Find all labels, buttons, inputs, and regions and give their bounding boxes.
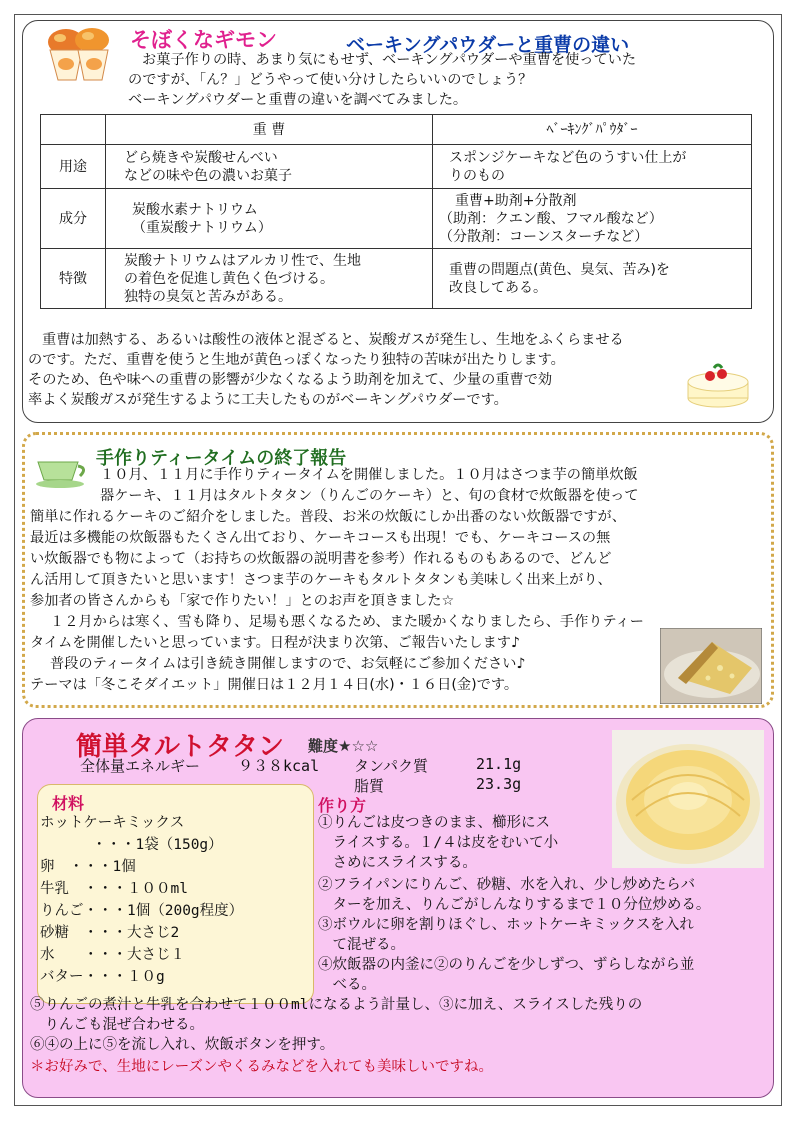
row-label: 成分	[41, 189, 106, 249]
protein-label: タンパク質	[354, 757, 428, 775]
section1-title: そぼくなギモン	[130, 28, 277, 52]
sweet-potato-cake-photo	[660, 628, 762, 704]
intro-line-3: ベーキングパウダーと重曹の違いを調べてみました。	[128, 92, 468, 108]
step-line: ターを加え、りんごがしんなりするまで１０分位炒める。	[318, 897, 711, 913]
tea-line-9: タイムを開催したいと思っています。日程が決まり次第、ご報告いたします♪	[30, 635, 521, 651]
intro-line-2: のですが、「ん？」どうやって使い分けしたらいいのでしょう？	[128, 72, 533, 88]
tea-line-11: テーマは「冬こそダイエット」開催日は１２月１４日(水)・１６日(金)です。	[30, 677, 519, 693]
summary-line-1: 重曹は加熱する、あるいは酸性の液体と混ざると、炭酸ガスが発生し、生地をふくらませる	[42, 332, 624, 348]
step-line: べる。	[318, 977, 376, 993]
tea-line-4: 最近は多機能の炊飯器もたくさん出ており、ケーキコースも出現！でも、ケーキコースの無	[30, 530, 611, 546]
step-line: ⑤りんごの煮汁と牛乳を合わせて１００mlになるよう計量し、③に加え、スライスした残りの	[30, 997, 643, 1013]
tea-line-10: 普段のティータイムは引き続き開催しますので、お気軽にご参加ください♪	[50, 656, 526, 672]
recipe-note: ＊お好みで、生地にレーズンやくるみなどを入れても美味しいですね。	[30, 1059, 493, 1075]
section1-subtitle: ベーキングパウダーと重曹の違い	[346, 34, 630, 56]
fat-value: 23.3g	[476, 775, 522, 793]
intro-line-1: お菓子作りの時、あまり気にもせず、ベーキングパウダーや重曹を使っていた	[142, 52, 637, 68]
tea-line-2: 器ケーキ、１１月はタルトタタン（りんごのケーキ）と、旬の食材で炊飯器を使って	[100, 488, 639, 504]
cell-text: 独特の臭気と苦みがある。	[124, 288, 292, 305]
steps-title: 作り方	[318, 796, 367, 815]
cell-text: どら焼きや炭酸せんべい	[124, 149, 278, 166]
cell-text: 炭酸水素ナトリウム	[132, 201, 258, 218]
step-line: て混ぜる。	[318, 937, 405, 953]
comparison-table	[40, 114, 752, 309]
tea-line-7: 参加者の皆さんからも「家で作りたい！」とのお声を頂きました☆	[30, 593, 455, 609]
table-row	[41, 145, 752, 189]
table-header-empty	[41, 115, 106, 145]
difficulty-rating: 難度★☆☆	[308, 737, 379, 755]
cell-text: りのもの	[449, 167, 505, 184]
protein-value: 21.1g	[476, 755, 522, 773]
step-line: ④炊飯器の内釜に②のりんごを少しずつ、ずらしながら並	[318, 957, 695, 973]
tea-line-6: ん活用して頂きたいと思います！さつま芋のケーキもタルトタタンも美味しく出来上がり、	[30, 572, 612, 588]
ingredient-item: 砂糖 ・・・大さじ2	[40, 925, 180, 941]
step-line: ⑥④の上に⑤を流し入れ、炊飯ボタンを押す。	[30, 1037, 335, 1053]
table-row	[41, 189, 752, 249]
recipe-title: 簡単タルトタタン	[76, 732, 285, 762]
ingredient-item: 卵 ・・・1個	[40, 859, 136, 875]
tea-line-8: １２月からは寒く、雪も降り、足場も悪くなるため、また暖かくなりましたら、手作りティー	[50, 614, 644, 630]
table-row	[41, 249, 752, 309]
tea-line-1: １０月、１１月に手作りティータイムを開催しました。１０月はさつま芋の簡単炊飯	[100, 467, 638, 483]
cell-text: スポンジケーキなど色のうすい仕上が	[449, 149, 687, 166]
cell-text: の着色を促進し黄色く色づける。	[124, 270, 334, 287]
tea-line-3: 簡単に作れるケーキのご紹介をしました。普段、お米の炊飯にしか出番のない炊飯器ですが、	[30, 509, 626, 525]
row-label: 特徴	[41, 249, 106, 309]
ingredient-item: ホットケーキミックス	[40, 815, 185, 831]
step-line: さめにスライスする。	[318, 855, 477, 871]
tarte-tatin-photo	[612, 730, 764, 868]
step-line: りんごも混ぜ合わせる。	[30, 1017, 204, 1033]
ingredient-item: 牛乳 ・・・１００ml	[40, 881, 188, 897]
cell-text: （重炭酸ナトリウム）	[132, 219, 272, 236]
summary-line-3: そのため、色や味への重曹の影響が少なくなるよう助剤を加えて、少量の重曹で効	[28, 372, 553, 388]
row-label: 用途	[41, 145, 106, 189]
section2-title: 手作りティータイムの終了報告	[96, 448, 347, 469]
summary-line-4: 率よく炭酸ガスが発生するように工夫したものがベーキングパウダーです。	[28, 392, 508, 408]
cake-illustration	[686, 360, 750, 410]
cell-text: 炭酸ナトリウムはアルカリ性で、生地	[124, 252, 362, 269]
energy-label: 全体量エネルギー	[80, 757, 201, 775]
tea-line-5: い炊飯器でも物によって（お持ちの炊飯器の説明書を参考）作れるものもあるので、どんど	[30, 551, 612, 567]
step-line: ライスする。１/４は皮をむいて小	[318, 835, 559, 851]
muffin-illustration	[36, 24, 120, 84]
cell-text: などの味や色の濃いお菓子	[124, 167, 292, 184]
step-line: ③ボウルに卵を割りほぐし、ホットケーキミックスを入れ	[318, 917, 694, 933]
ingredient-item: ・・・1袋（150g）	[92, 837, 223, 853]
table-header-col1: 重 曹	[106, 115, 433, 145]
cell-text: （助剤：クエン酸、フマル酸など）	[439, 210, 663, 227]
cell-text: 改良してある。	[449, 279, 547, 296]
summary-line-2: のです。ただ、重曹を使うと生地が黄色っぽくなったり独特の苦味が出たりします。	[28, 352, 565, 368]
table-header-row	[41, 115, 752, 145]
cell-text: 重曹+助剤+分散剤	[455, 192, 577, 209]
ingredients-title: 材料	[52, 794, 85, 813]
ingredient-item: りんご・・・1個（200g程度）	[40, 903, 244, 919]
table-header-col2: ﾍﾞｰｷﾝｸﾞﾊﾟｳﾀﾞｰ	[433, 115, 752, 145]
fat-label: 脂質	[354, 777, 385, 795]
teacup-icon	[34, 456, 92, 492]
cell-text: 重曹の問題点(黄色、臭気、苦み)を	[449, 261, 670, 278]
energy-value: ９３８kcal	[238, 757, 320, 775]
step-line: ②フライパンにりんご、砂糖、水を入れ、少し炒めたらバ	[318, 877, 696, 893]
step-line: ①りんごは皮つきのまま、櫛形にス	[318, 815, 550, 831]
ingredient-item: 水 ・・・大さじ１	[40, 947, 185, 963]
ingredient-item: バター・・・１０g	[40, 969, 165, 985]
cell-text: （分散剤：コーンスターチなど）	[439, 228, 649, 245]
